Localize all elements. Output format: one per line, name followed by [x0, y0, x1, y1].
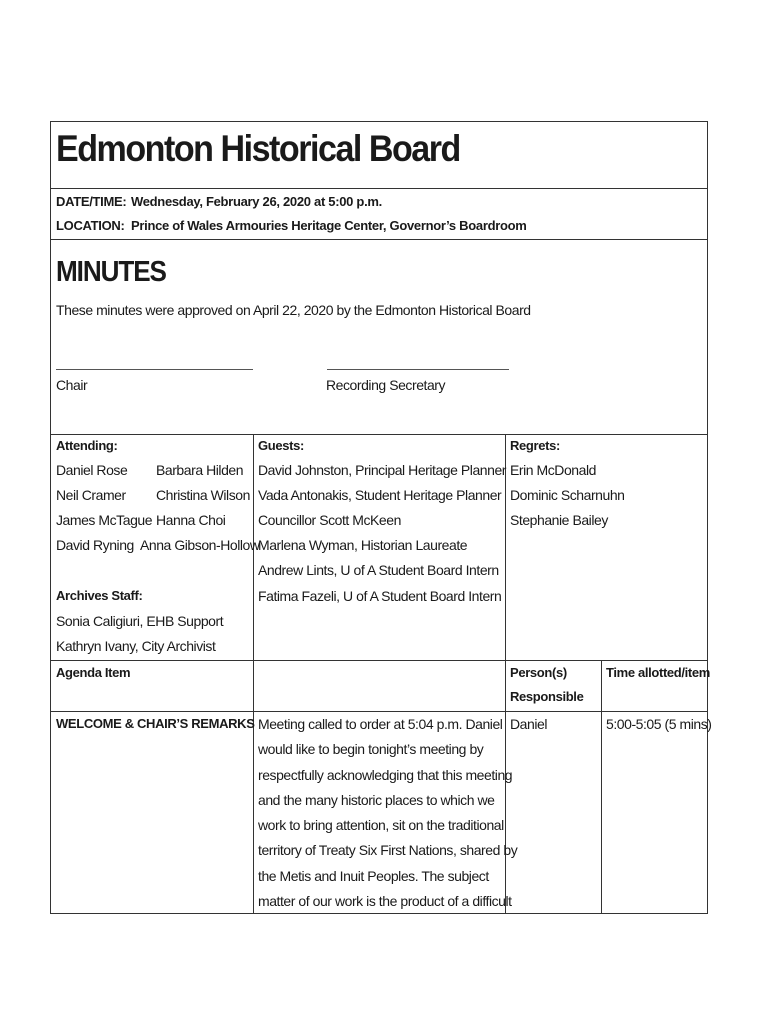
attendee: Christina Wilson — [156, 487, 250, 503]
chair-label: Chair — [56, 377, 88, 393]
regret: Erin McDonald — [510, 462, 596, 478]
minutes-document — [50, 121, 712, 914]
note-line: work to bring attention, sit on the traditional — [258, 817, 504, 834]
note-line: Meeting called to order at 5:04 p.m. Daniel — [258, 716, 503, 732]
divider — [51, 434, 707, 435]
attendee: Barbara Hilden — [156, 462, 244, 478]
agenda-item-name: WELCOME & CHAIR’S REMARKS — [56, 716, 255, 731]
approval-text: These minutes were approved on April 22, 2020 by the Edmonton Historical Board — [56, 302, 531, 318]
column-divider — [253, 434, 254, 914]
divider — [51, 188, 707, 189]
date-value: Wednesday, February 26, 2020 at 5:00 p.m. — [131, 194, 382, 209]
regret: Stephanie Bailey — [510, 512, 608, 528]
agenda-item-header: Agenda Item — [56, 665, 131, 680]
guest: Fatima Fazeli, U of A Student Board Intern — [258, 588, 502, 604]
column-divider — [601, 660, 602, 914]
divider — [51, 239, 707, 240]
person-header-line1: Person(s) — [510, 665, 567, 680]
archives-label: Archives Staff: — [56, 588, 143, 603]
guests-label: Guests: — [258, 438, 304, 453]
archives-staff: Sonia Caligiuri, EHB Support — [56, 613, 224, 629]
secretary-signature-line — [327, 369, 509, 370]
attendee: James McTague — [56, 512, 153, 528]
attendee: Daniel Rose — [56, 462, 128, 478]
person-header-line2: Responsible — [510, 689, 584, 704]
time-header: Time allotted/item — [606, 665, 710, 680]
location-label: LOCATION: — [56, 218, 125, 233]
attendee: Neil Cramer — [56, 487, 126, 503]
minutes-heading: MINUTES — [56, 256, 166, 288]
regret: Dominic Scharnuhn — [510, 487, 625, 503]
archives-staff: Kathryn Ivany, City Archivist — [56, 638, 216, 654]
note-line: would like to begin tonight’s meeting by — [258, 741, 484, 758]
guest: Councillor Scott McKeen — [258, 512, 401, 528]
note-line: the Metis and Inuit Peoples. The subject — [258, 867, 489, 884]
divider — [51, 660, 707, 661]
note-line: and the many historic places to which we — [258, 791, 495, 808]
guest: Andrew Lints, U of A Student Board Intern — [258, 562, 499, 578]
secretary-label: Recording Secretary — [326, 377, 446, 393]
attendee: Hanna Choi — [156, 512, 226, 528]
agenda-item-person: Daniel — [510, 716, 547, 732]
chair-signature-line — [56, 369, 253, 370]
board-title: Edmonton Historical Board — [56, 128, 460, 169]
attending-label: Attending: — [56, 438, 118, 453]
guest: Marlena Wyman, Historian Laureate — [258, 537, 468, 553]
agenda-item-notes — [258, 712, 517, 914]
attendee: Anna Gibson-Hollow — [140, 537, 260, 553]
date-label: DATE/TIME: — [56, 194, 127, 209]
agenda-item-time: 5:00-5:05 (5 mins) — [606, 716, 712, 732]
guest: Vada Antonakis, Student Heritage Planner — [258, 487, 502, 503]
regrets-label: Regrets: — [510, 438, 560, 453]
attendee: David Ryning — [56, 537, 134, 553]
location-value: Prince of Wales Armouries Heritage Center, Governor’s Boardroom — [131, 218, 527, 233]
note-line: territory of Treaty Six First Nations, shared by — [258, 842, 518, 859]
note-line: matter of our work is the product of a difficult — [258, 893, 512, 910]
guest: David Johnston, Principal Heritage Planner — [258, 462, 507, 478]
note-line: respectfully acknowledging that this meeting — [258, 766, 513, 783]
